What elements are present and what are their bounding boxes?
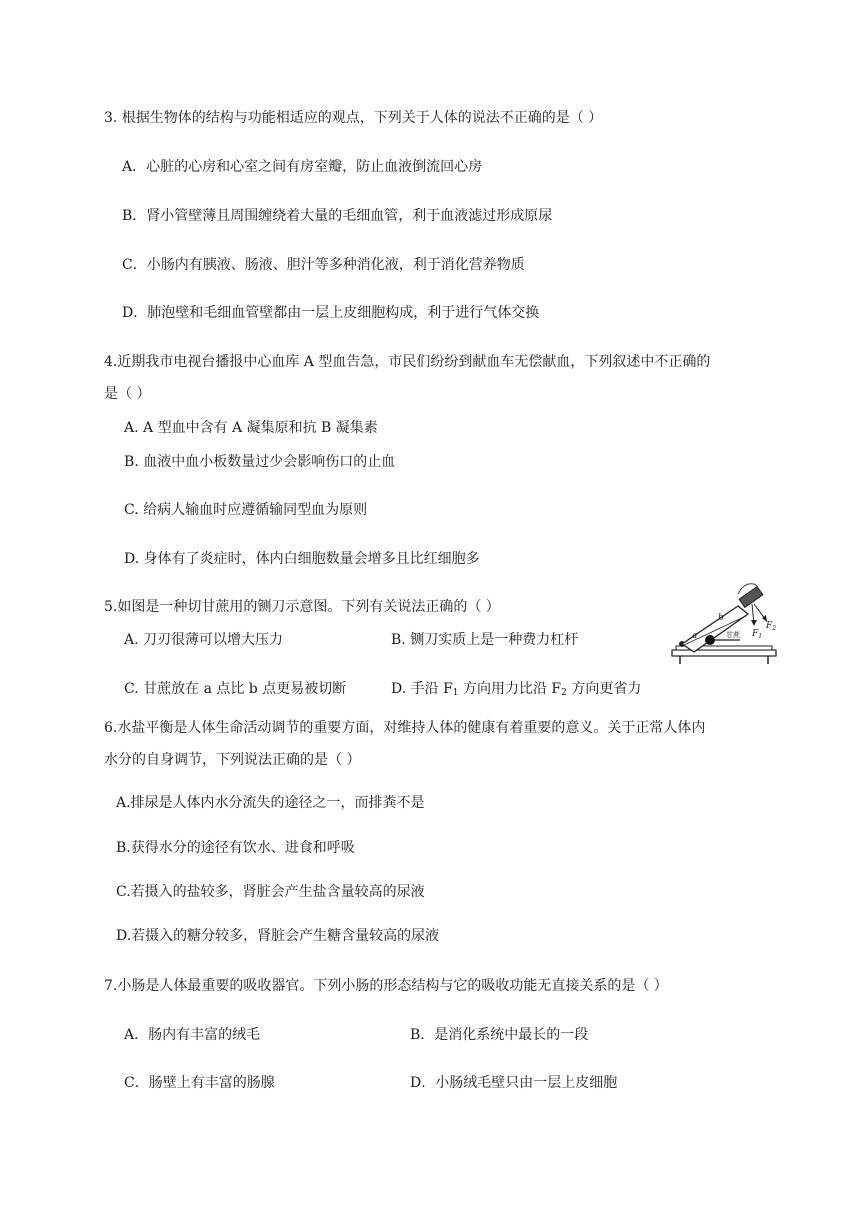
question-4-option-b[interactable]: B. 血液中血小板数量过少会影响伤口的止血 [124,454,396,470]
question-6-stem-line1: 6.水盐平衡是人体生命活动调节的重要方面，对维持人体的健康有着重要的意义。关于正常人体内 [104,720,706,736]
question-7-option-c[interactable]: C．肠壁上有丰富的肠腺 [124,1075,275,1091]
sugarcane-section [705,635,715,645]
cutter-diagram [668,578,780,668]
blade [682,606,748,652]
question-3-option-d[interactable]: D．肺泡壁和毛细血管壁都由一层上皮细胞构成，利于进行气体交换 [122,305,540,321]
question-5-option-d[interactable]: D. 手沿 $F_1$ 方向用力比沿 $F_2$ 方向更省力 [391,681,642,698]
base-board [672,650,776,656]
question-3-stem: 3. 根据生物体的结构与功能相适应的观点，下列关于人体的说法不正确的是（ ） [104,110,603,126]
question-5-option-a[interactable]: A. 刀刃很薄可以增大压力 [124,632,284,648]
question-7-option-a[interactable]: A．肠内有丰富的绒毛 [124,1027,261,1043]
question-6-option-c[interactable]: C.若摄入的盐较多，肾脏会产生盐含量较高的尿液 [116,884,425,900]
question-7-option-d[interactable]: D．小肠绒毛壁只由一层上皮细胞 [410,1075,618,1091]
question-6-stem-line2: 水分的自身调节，下列说法正确的是（ ） [104,752,361,768]
sugarcane-label: 甘蔗 [726,631,740,639]
point-a-label: a [692,631,698,641]
question-6-option-b[interactable]: B.获得水分的途径有饮水、进食和呼吸 [116,840,355,856]
question-4-option-a[interactable]: A. A 型血中含有 A 凝集原和抗 B 凝集素 [124,420,378,436]
question-4-stem-line1: 4.近期我市电视台播报中心血库 A 型血告急，市民们纷纷到献血车无偿献血，下列叙述中不正确的 [104,354,711,370]
question-3-option-a[interactable]: A．心脏的心房和心室之间有房室瓣，防止血液倒流回心房 [122,159,483,175]
point-b-label: b [718,613,724,623]
question-4-option-c[interactable]: C. 给病人输血时应遵循输同型血为原则 [124,502,368,518]
question-5-option-c[interactable]: C. 甘蔗放在 a 点比 b 点更易被切断 [124,681,347,697]
force-f1-label: $F_1$ [752,629,763,640]
question-4-option-d[interactable]: D. 身体有了炎症时，体内白细胞数量会增多且比红细胞多 [124,551,480,567]
question-5-stem: 5.如图是一种切甘蔗用的铡刀示意图。下列有关说法正确的（ ） [104,599,500,615]
question-7-option-b[interactable]: B．是消化系统中最长的一段 [410,1027,589,1043]
question-6-option-a[interactable]: A.排尿是人体内水分流失的途径之一，而排粪不是 [116,795,425,811]
question-3-option-b[interactable]: B．肾小管壁薄且周围缠绕着大量的毛细血管，利于血液滤过形成原尿 [122,208,553,224]
force-f2-label: $F_2$ [766,621,777,632]
question-6-option-d[interactable]: D.若摄入的糖分较多，肾脏会产生糖含量较高的尿液 [116,928,440,944]
question-7-stem: 7.小肠是人体最重要的吸收器官。下列小肠的形态结构与它的吸收功能无直接关系的是（ ） [104,978,668,994]
question-5-option-b[interactable]: B. 铡刀实质上是一种费力杠杆 [391,632,579,648]
force-f1-arrowhead [751,620,757,626]
question-3-option-c[interactable]: C．小肠内有胰液、肠液、胆汁等多种消化液，利于消化营养物质 [122,257,525,273]
question-4-stem-line2: 是（ ） [104,386,151,402]
handle [739,587,763,608]
